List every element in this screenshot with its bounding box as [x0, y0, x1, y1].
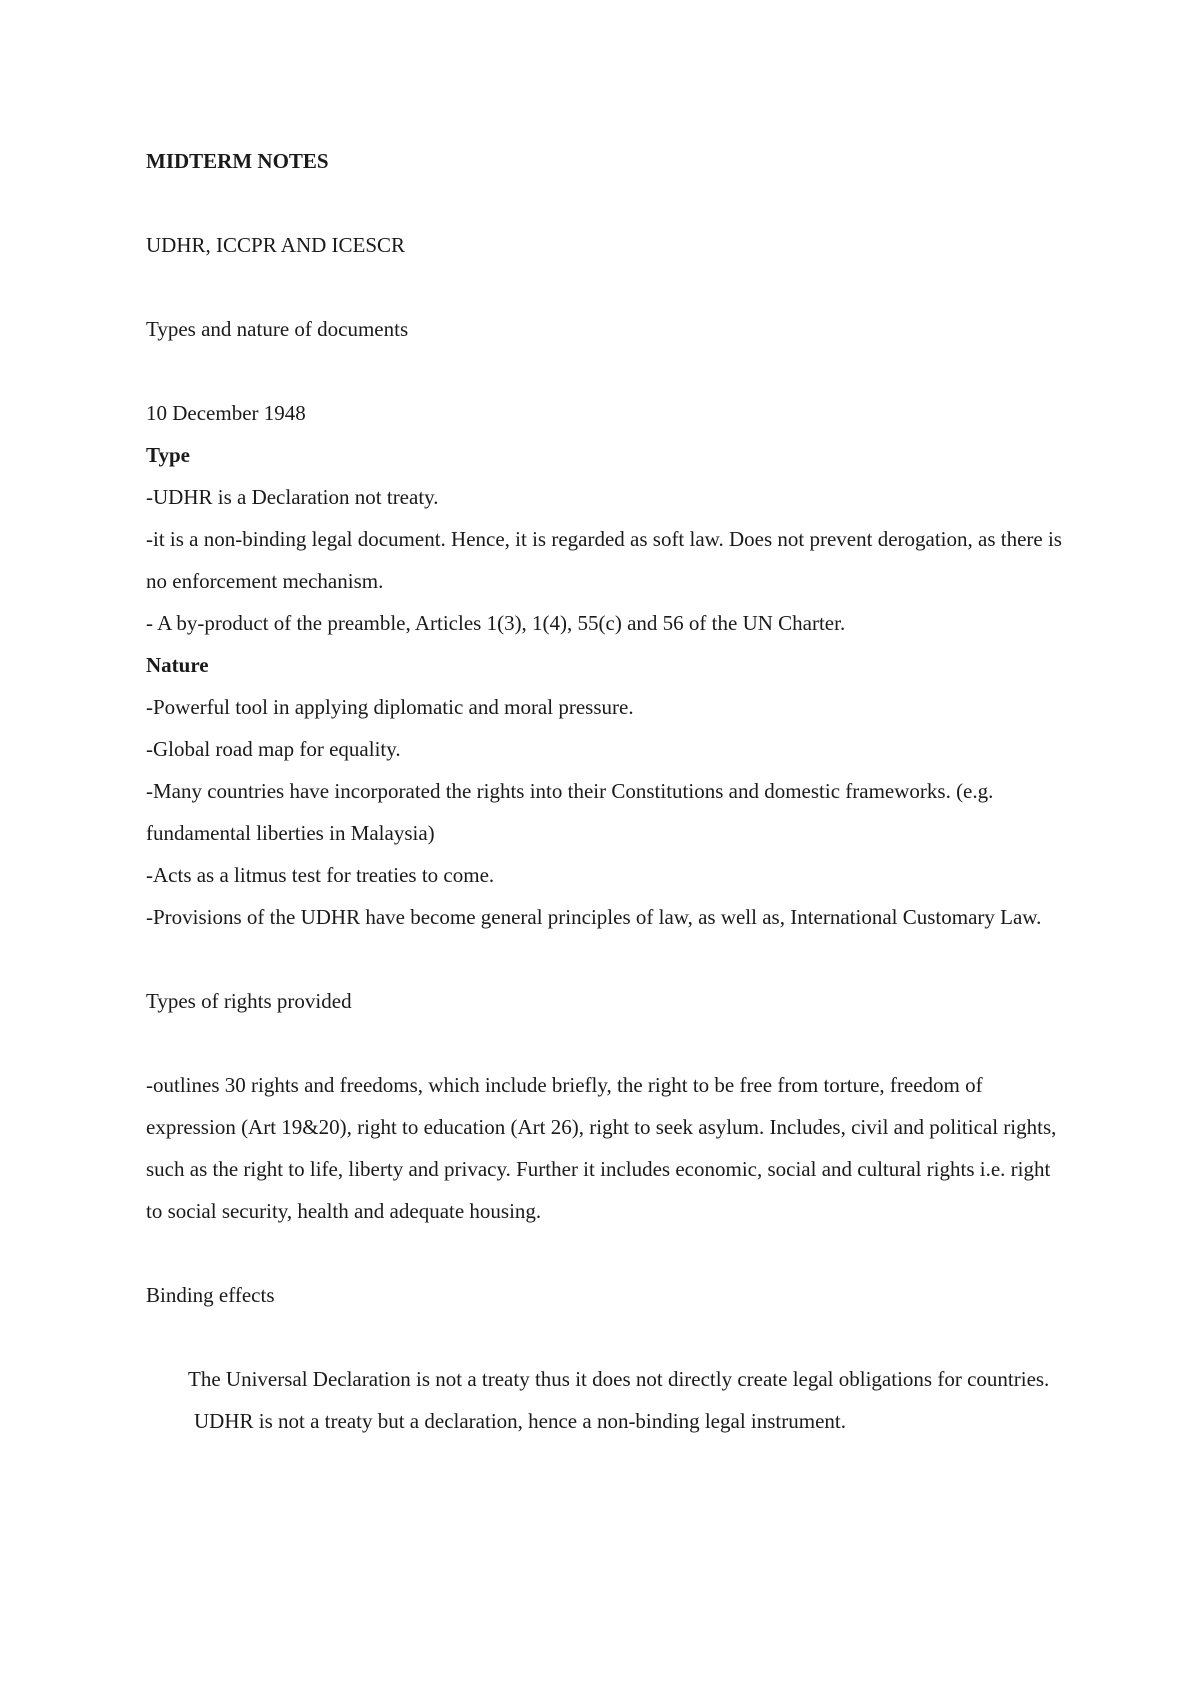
type-point: -UDHR is a Declaration not treaty.	[146, 485, 439, 509]
document-body	[146, 140, 1066, 1442]
type-point: -it is a non-binding legal document. Hence, it is regarded as soft law. Does not prevent derogation, as there is no enforcement mechanism.	[146, 527, 1062, 593]
nature-point: -Acts as a litmus test for treaties to come.	[146, 863, 495, 887]
document-subtitle: UDHR, ICCPR AND ICESCR	[146, 233, 406, 257]
binding-paragraph: The Universal Declaration is not a treaty thus it does not directly create legal obligations for countries.	[188, 1367, 1050, 1391]
type-heading: Type	[146, 443, 190, 467]
binding-paragraph: UDHR is not a treaty but a declaration, hence a non-binding legal instrument.	[194, 1409, 846, 1433]
type-point: - A by-product of the preamble, Articles 1(3), 1(4), 55(c) and 56 of the UN Charter.	[146, 611, 846, 635]
document-title: MIDTERM NOTES	[146, 149, 329, 173]
nature-point: -Many countries have incorporated the rights into their Constitutions and domestic frameworks. (e.g. fundamental liberties in Malaysia)	[146, 779, 994, 845]
rights-paragraph: -outlines 30 rights and freedoms, which include briefly, the right to be free from torture, freedom of expression (Art 19&20), right to education (Art 26), right to seek asylum. Includes, civil and political rights, such as the right to life, liberty and privacy. Further it includes economic, social and cultural rights i.e. right to social security, health and adequate housing.	[146, 1073, 1057, 1223]
nature-point: -Global road map for equality.	[146, 737, 401, 761]
section-heading-binding: Binding effects	[146, 1283, 275, 1307]
adoption-date: 10 December 1948	[146, 401, 306, 425]
nature-point: -Provisions of the UDHR have become general principles of law, as well as, International Customary Law.	[146, 905, 1042, 929]
section-heading-types-nature: Types and nature of documents	[146, 317, 409, 341]
section-heading-rights: Types of rights provided	[146, 989, 352, 1013]
nature-heading: Nature	[146, 653, 209, 677]
nature-point: -Powerful tool in applying diplomatic and moral pressure.	[146, 695, 634, 719]
